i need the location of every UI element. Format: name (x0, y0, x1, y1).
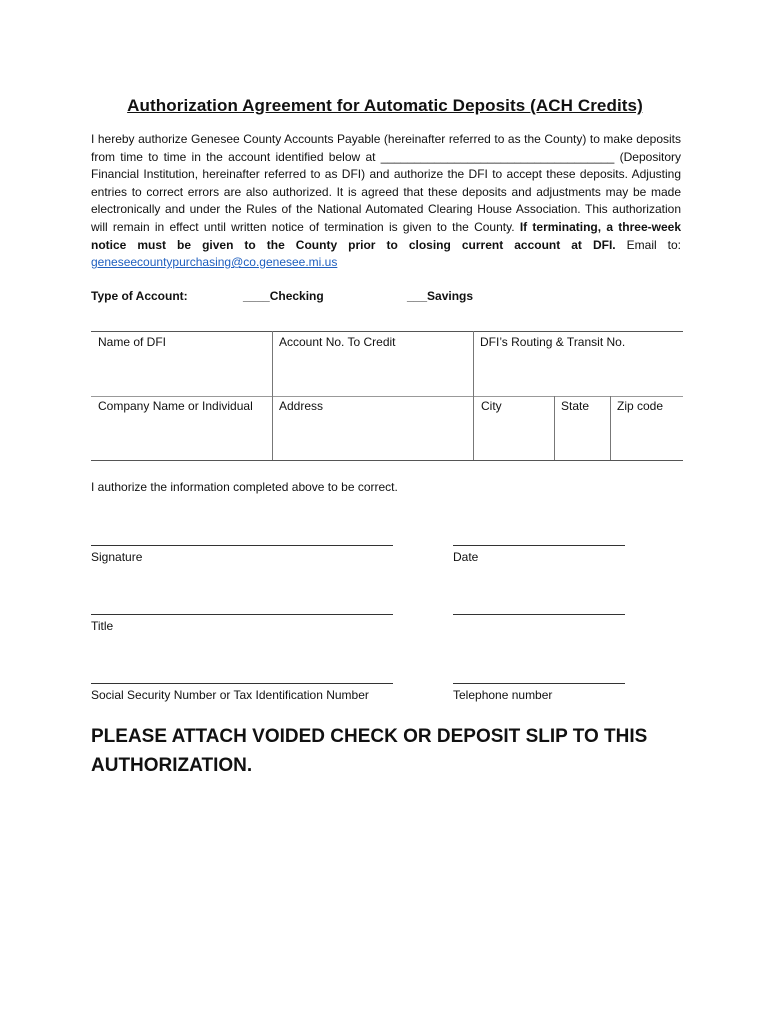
table-divider (473, 331, 474, 460)
savings-option[interactable]: ___Savings (407, 289, 474, 303)
address-field[interactable]: Address (279, 399, 324, 413)
signature-line[interactable] (91, 545, 393, 546)
checking-option[interactable]: ____Checking (243, 289, 324, 303)
title-line[interactable] (91, 614, 393, 615)
termination-notice: If terminating, a three-week notice must be given to the County prior to closing current account at DFI. (91, 219, 682, 252)
table-divider (272, 331, 273, 460)
authorization-text: I hereby authorize Genesee County Accounts Payable (hereinafter referred to as the County) to make deposits from time to time in the account identified below at ___________________________________ (Depository Financial Institution, hereinafter referred to as DFI) and authorize the DFI to accept these deposits. Adjusting entries to correct errors are also authorized. It is agreed that these deposits and adjustments may be made electronically and under the Rules of the National Automated Clearing House Association. This authorization will remain in effect until written notice of termination is given to the County. (91, 132, 681, 234)
table-bottom-border (91, 460, 683, 461)
date-line[interactable] (453, 545, 625, 546)
account-number-field[interactable]: Account No. To Credit (279, 335, 396, 349)
email-link[interactable]: geneseecountypurchasing@co.genesee.mi.us (91, 255, 338, 270)
blank-line[interactable] (453, 614, 625, 615)
table-top-border (91, 331, 683, 332)
title-label: Title (91, 619, 114, 633)
form-title: Authorization Agreement for Automatic Deposits (ACH Credits) (127, 96, 643, 115)
account-type-label: Type of Account: (91, 289, 188, 303)
telephone-label: Telephone number (453, 688, 553, 702)
zip-code-field[interactable]: Zip code (617, 399, 664, 413)
attach-check-notice: PLEASE ATTACH VOIDED CHECK OR DEPOSIT SLIP TO THIS AUTHORIZATION. (91, 726, 648, 776)
table-middle-border (91, 396, 683, 397)
company-name-field[interactable]: Company Name or Individual (98, 399, 253, 413)
dfi-name-field[interactable]: Name of DFI (98, 335, 167, 349)
table-divider (610, 396, 611, 460)
ssn-label: Social Security Number or Tax Identification Number (91, 688, 369, 702)
table-divider (554, 396, 555, 460)
date-label: Date (453, 550, 479, 564)
signature-label: Signature (91, 550, 143, 564)
authorization-paragraph (91, 131, 681, 272)
ssn-line[interactable] (91, 683, 393, 684)
authorization-statement: I authorize the information completed above to be correct. (91, 480, 398, 494)
state-field[interactable]: State (561, 399, 590, 413)
city-field[interactable]: City (481, 399, 502, 413)
telephone-line[interactable] (453, 683, 625, 684)
routing-number-field[interactable]: DFI’s Routing & Transit No. (480, 335, 626, 349)
email-prefix: Email to: (615, 237, 682, 252)
